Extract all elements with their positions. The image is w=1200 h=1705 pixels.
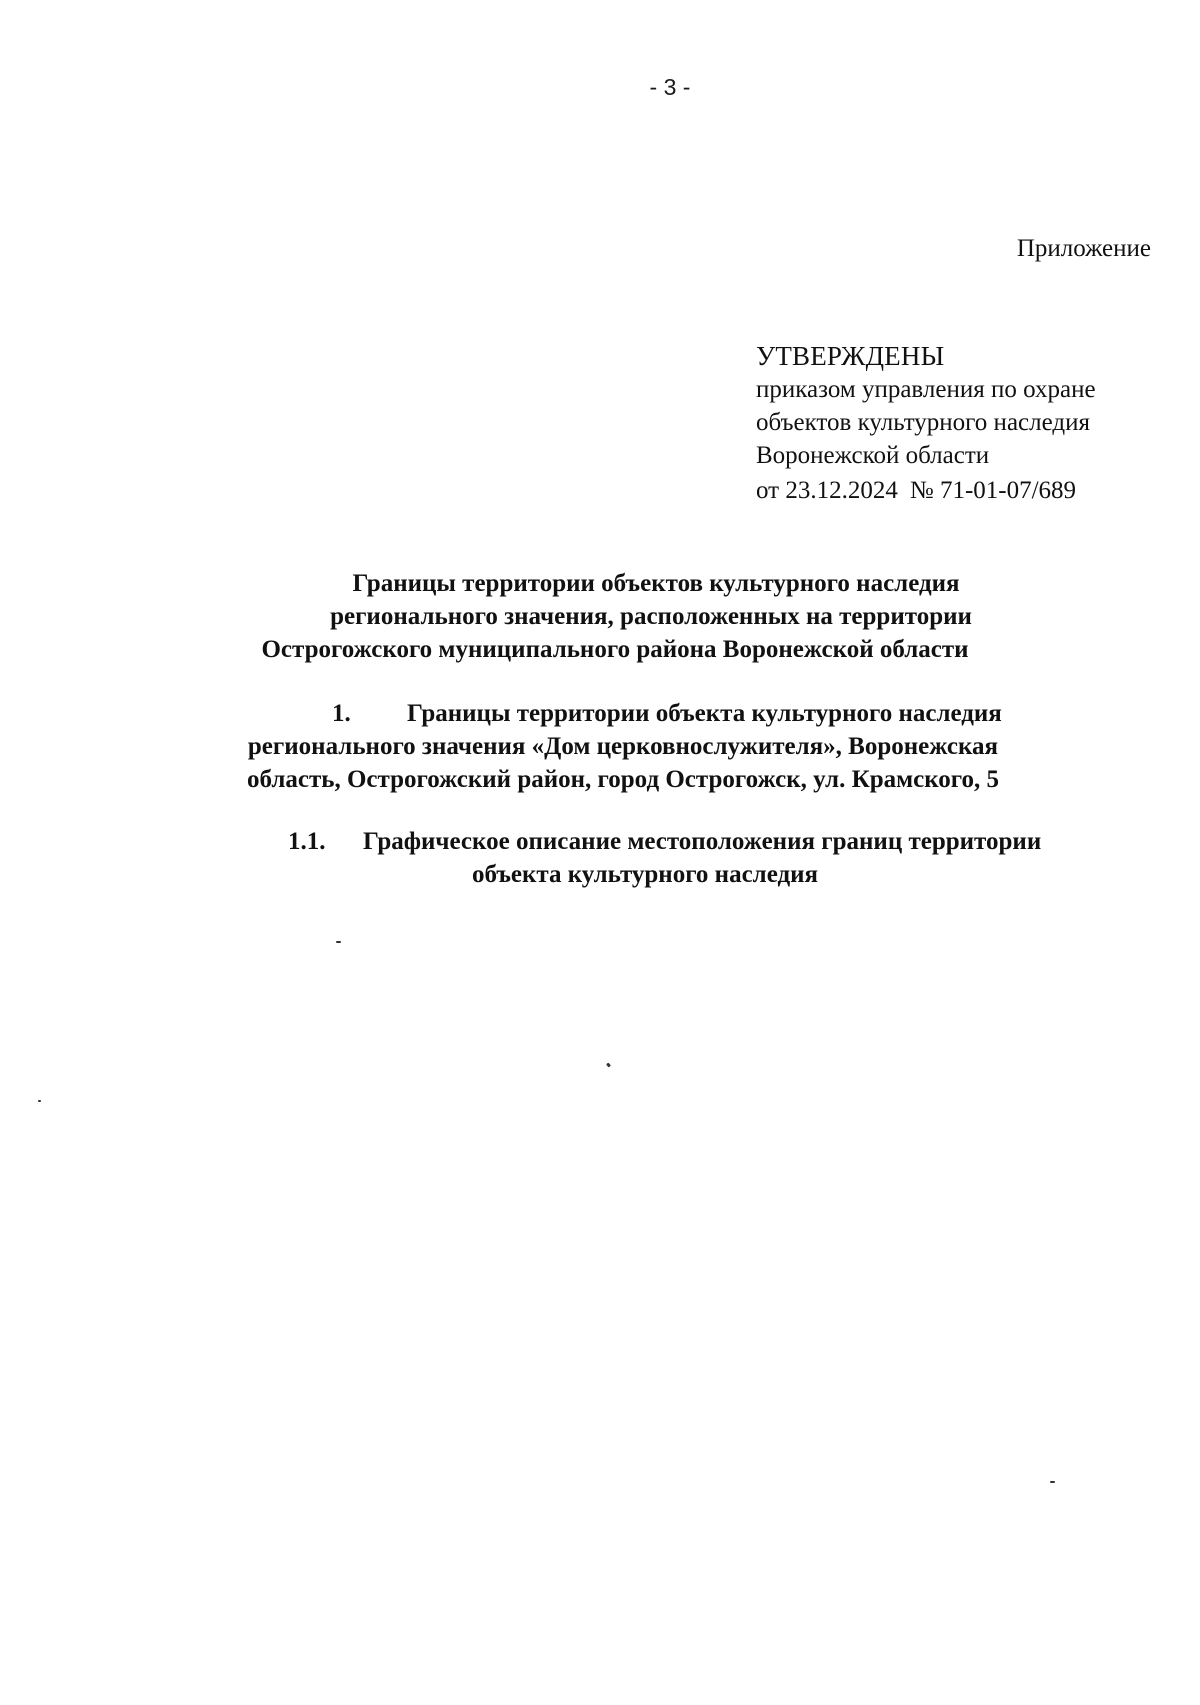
document-title — [0, 567, 1200, 666]
section-heading-line: Границы территории объекта культурного наследия — [407, 700, 1002, 727]
order-date: от 23.12.2024 — [756, 477, 898, 504]
approval-line: Воронежской области — [756, 442, 990, 469]
approval-heading: УТВЕРЖДЕНЫ — [756, 341, 945, 371]
section-number: 1. — [332, 700, 351, 727]
title-line: регионального значения, расположенных на территории — [330, 603, 972, 630]
approval-block — [756, 340, 1096, 507]
approval-line: объектов культурного наследия — [756, 409, 1090, 436]
appendix-label: Приложение — [1016, 235, 1151, 262]
scan-speck — [38, 1100, 41, 1102]
page-number: - 3 - — [649, 74, 691, 100]
title-line: Острогожского муниципального района Воронежской области — [261, 636, 969, 663]
order-number: № 71-01-07/689 — [909, 477, 1077, 504]
scan-speck — [336, 941, 341, 943]
section-heading-line: область, Острогожский район, город Острогожск, ул. Крамского, 5 — [246, 766, 1000, 793]
subsection-number: 1.1. — [288, 828, 326, 855]
title-line: Границы территории объектов культурного наследия — [352, 570, 960, 597]
scan-speck — [1050, 1481, 1055, 1483]
order-reference — [756, 474, 1096, 507]
subsection-heading-line: объекта культурного наследия — [471, 861, 819, 888]
section-1-heading — [0, 697, 1200, 796]
section-heading-line: регионального значения «Дом церковнослужителя», Воронежская — [247, 733, 999, 760]
subsection-heading-line: Графическое описание местоположения границ территории — [363, 828, 1042, 855]
section-1-1-heading — [0, 825, 1200, 891]
approval-line: приказом управления по охране — [756, 376, 1096, 403]
scan-speck — [606, 1063, 611, 1068]
